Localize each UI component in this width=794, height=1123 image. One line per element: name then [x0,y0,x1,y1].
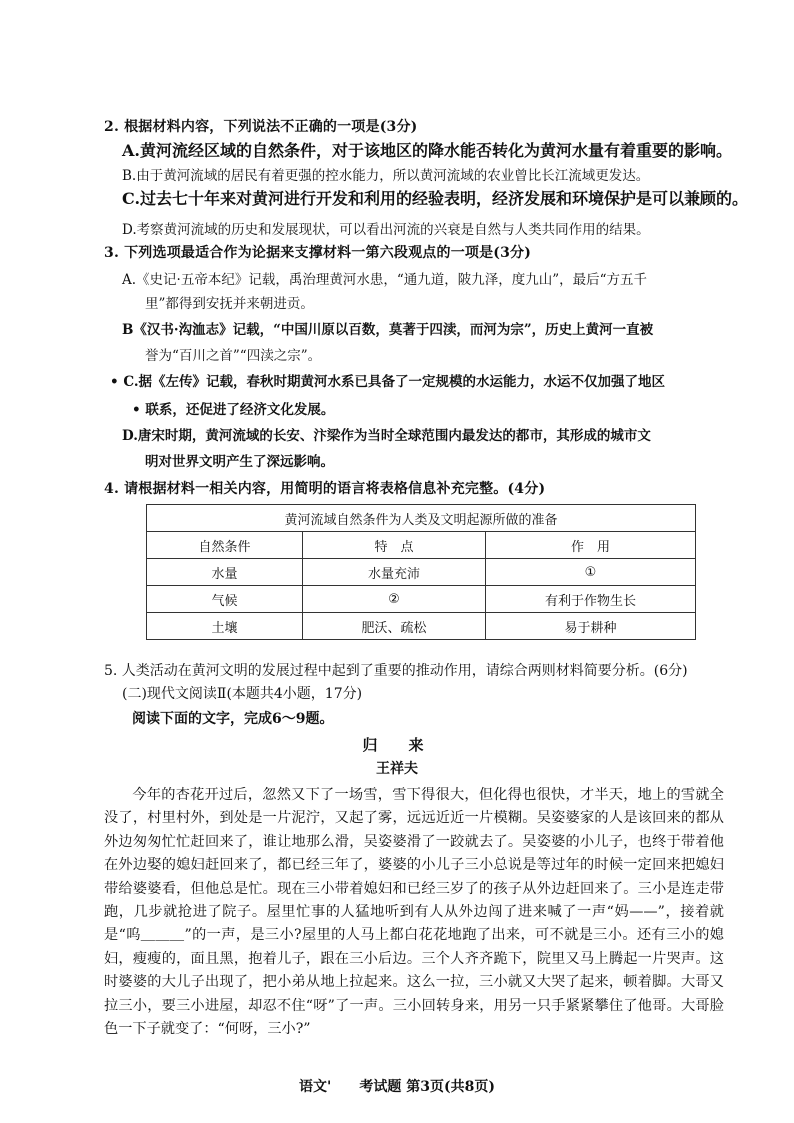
question-2-option-a: A.黄河流经区域的自然条件，对于该地区的降水能否转化为黄河水量有着重要的影响。 [122,141,732,160]
table-cell: 水量 [147,559,303,586]
question-3-option-b-line2: 誉为“百川之首”“四渎之宗”。 [145,348,322,364]
reading-instruction: 阅读下面的文字，完成6～9题。 [132,711,334,727]
question-4-stem: 4. 请根据材料一相关内容，用简明的语言将表格信息补充完整。(4分) [104,481,546,497]
table-cell: ① [486,559,696,586]
question-2-option-b: B.由于黄河流域的居民有着更强的控水能力，所以黄河流域的农业曾比长江流域更发达。 [122,168,650,184]
question-3-option-c-line2: • 联系，还促进了经济文化发展。 [132,402,335,418]
story-title: 归 来 [362,736,432,754]
question-3-option-d-line2: 明对世界文明产生了深远影响。 [145,454,334,470]
table-caption: 黄河流域自然条件为人类及文明起源所做的准备 [147,505,696,532]
table-row [147,586,696,613]
question-3-option-b-line1: B《汉书·沟洫志》记载，“中国川原以百数，莫著于四渎，而河为宗”，历史上黄河一直被 [122,322,654,338]
table-cell: 土壤 [147,613,303,640]
table-cell: 气候 [147,586,303,613]
info-table [146,504,696,640]
table-caption-row [147,505,696,532]
table-row [147,613,696,640]
section-heading: (二)现代文阅读Ⅱ(本题共4小题，17分) [122,686,363,702]
question-3-stem: 3. 下列选项最适合作为论据来支撑材料一第六段观点的一项是(3分) [104,245,532,261]
story-author: 王祥夫 [376,761,418,777]
table-cell: 有利于作物生长 [486,586,696,613]
story-paragraph: 今年的杏花开过后，忽然又下了一场雪，雪下得很大，但化得也很快，才半天，地上的雪就全没了，村里村外，到处是一片泥泞，又起了雾，远远近近一片模糊。吴姿婆家的人是该回来的都从外边匆匆忙忙赶回来了，谁让地那么滑，吴姿婆滑了一跤就去了。吴姿婆的小儿子，也终于带着他在外边娶的媳妇赶回来了，都已经三年了，婆婆的小儿子三小总说是等过年的时候一定回来把媳妇带给婆婆看，但他总是忙。现在三小带着媳妇和已经三岁了的孩子从外边赶回来了。三小是连走带跑，几步就抢进了院子。屋里忙事的人猛地听到有人从外边闯了进来喊了一声“妈——”，接着就是“呜＿＿＿”的一声，是三小?屋里的人马上都白花花地跑了出来，可不就是三小。还有三小的媳妇，瘦瘦的，面且黑，抱着儿子，跟在三小后边。三个人齐齐跪下，院里又马上腾起一片哭声。这时婆婆的大儿子出现了，把小弟从地上拉起来。这么一拉，三小就又大哭了起来，顿着脚。大哥又拉三小，要三小进屋，却忍不住“呀”了一声。三小回转身来，用另一只手紧紧攀住了他哥。大哥脸色一下子就变了：“何呀，三小?” [104,787,724,1038]
question-3-option-c-line1: • C.据《左传》记载，春秋时期黄河水系已具备了一定规模的水运能力，水运不仅加强了地区 [110,374,666,390]
question-2-option-c: C.过去七十年来对黄河进行开发和利用的经验表明，经济发展和环境保护是可以兼顾的。 [122,189,749,208]
table-header-cell: 作 用 [486,532,696,559]
table-header-row [147,532,696,559]
page-footer: 语文' 考试题 第3页(共8页) [299,1079,495,1095]
question-2-option-d: D.考察黄河流域的历史和发展现状，可以看出河流的兴衰是自然与人类共同作用的结果。 [122,222,650,238]
table-row [147,559,696,586]
question-3-option-d-line1: D.唐宋时期，黄河流域的长安、汴梁作为当时全球范围内最发达的都市，其形成的城市文 [122,428,651,444]
table-header-cell: 自然条件 [147,532,303,559]
table-cell: 水量充沛 [303,559,486,586]
question-3-option-a-line1: A.《史记·五帝本纪》记载，禹治理黄河水患，“通九道，陂九泽，度九山”，最后“方五千 [122,272,648,288]
table-cell: ② [303,586,486,613]
table-header-cell: 特 点 [303,532,486,559]
question-3-option-a-line2: 里”都得到安抚并来朝进贡。 [145,296,314,312]
table-cell: 肥沃、疏松 [303,613,486,640]
question-2-stem: 2. 根据材料内容，下列说法不正确的一项是(3分) [104,119,418,135]
table-cell: 易于耕种 [486,613,696,640]
question-5-stem: 5. 人类活动在黄河文明的发展过程中起到了重要的推动作用，请综合两则材料简要分析。(6分) [104,663,688,679]
